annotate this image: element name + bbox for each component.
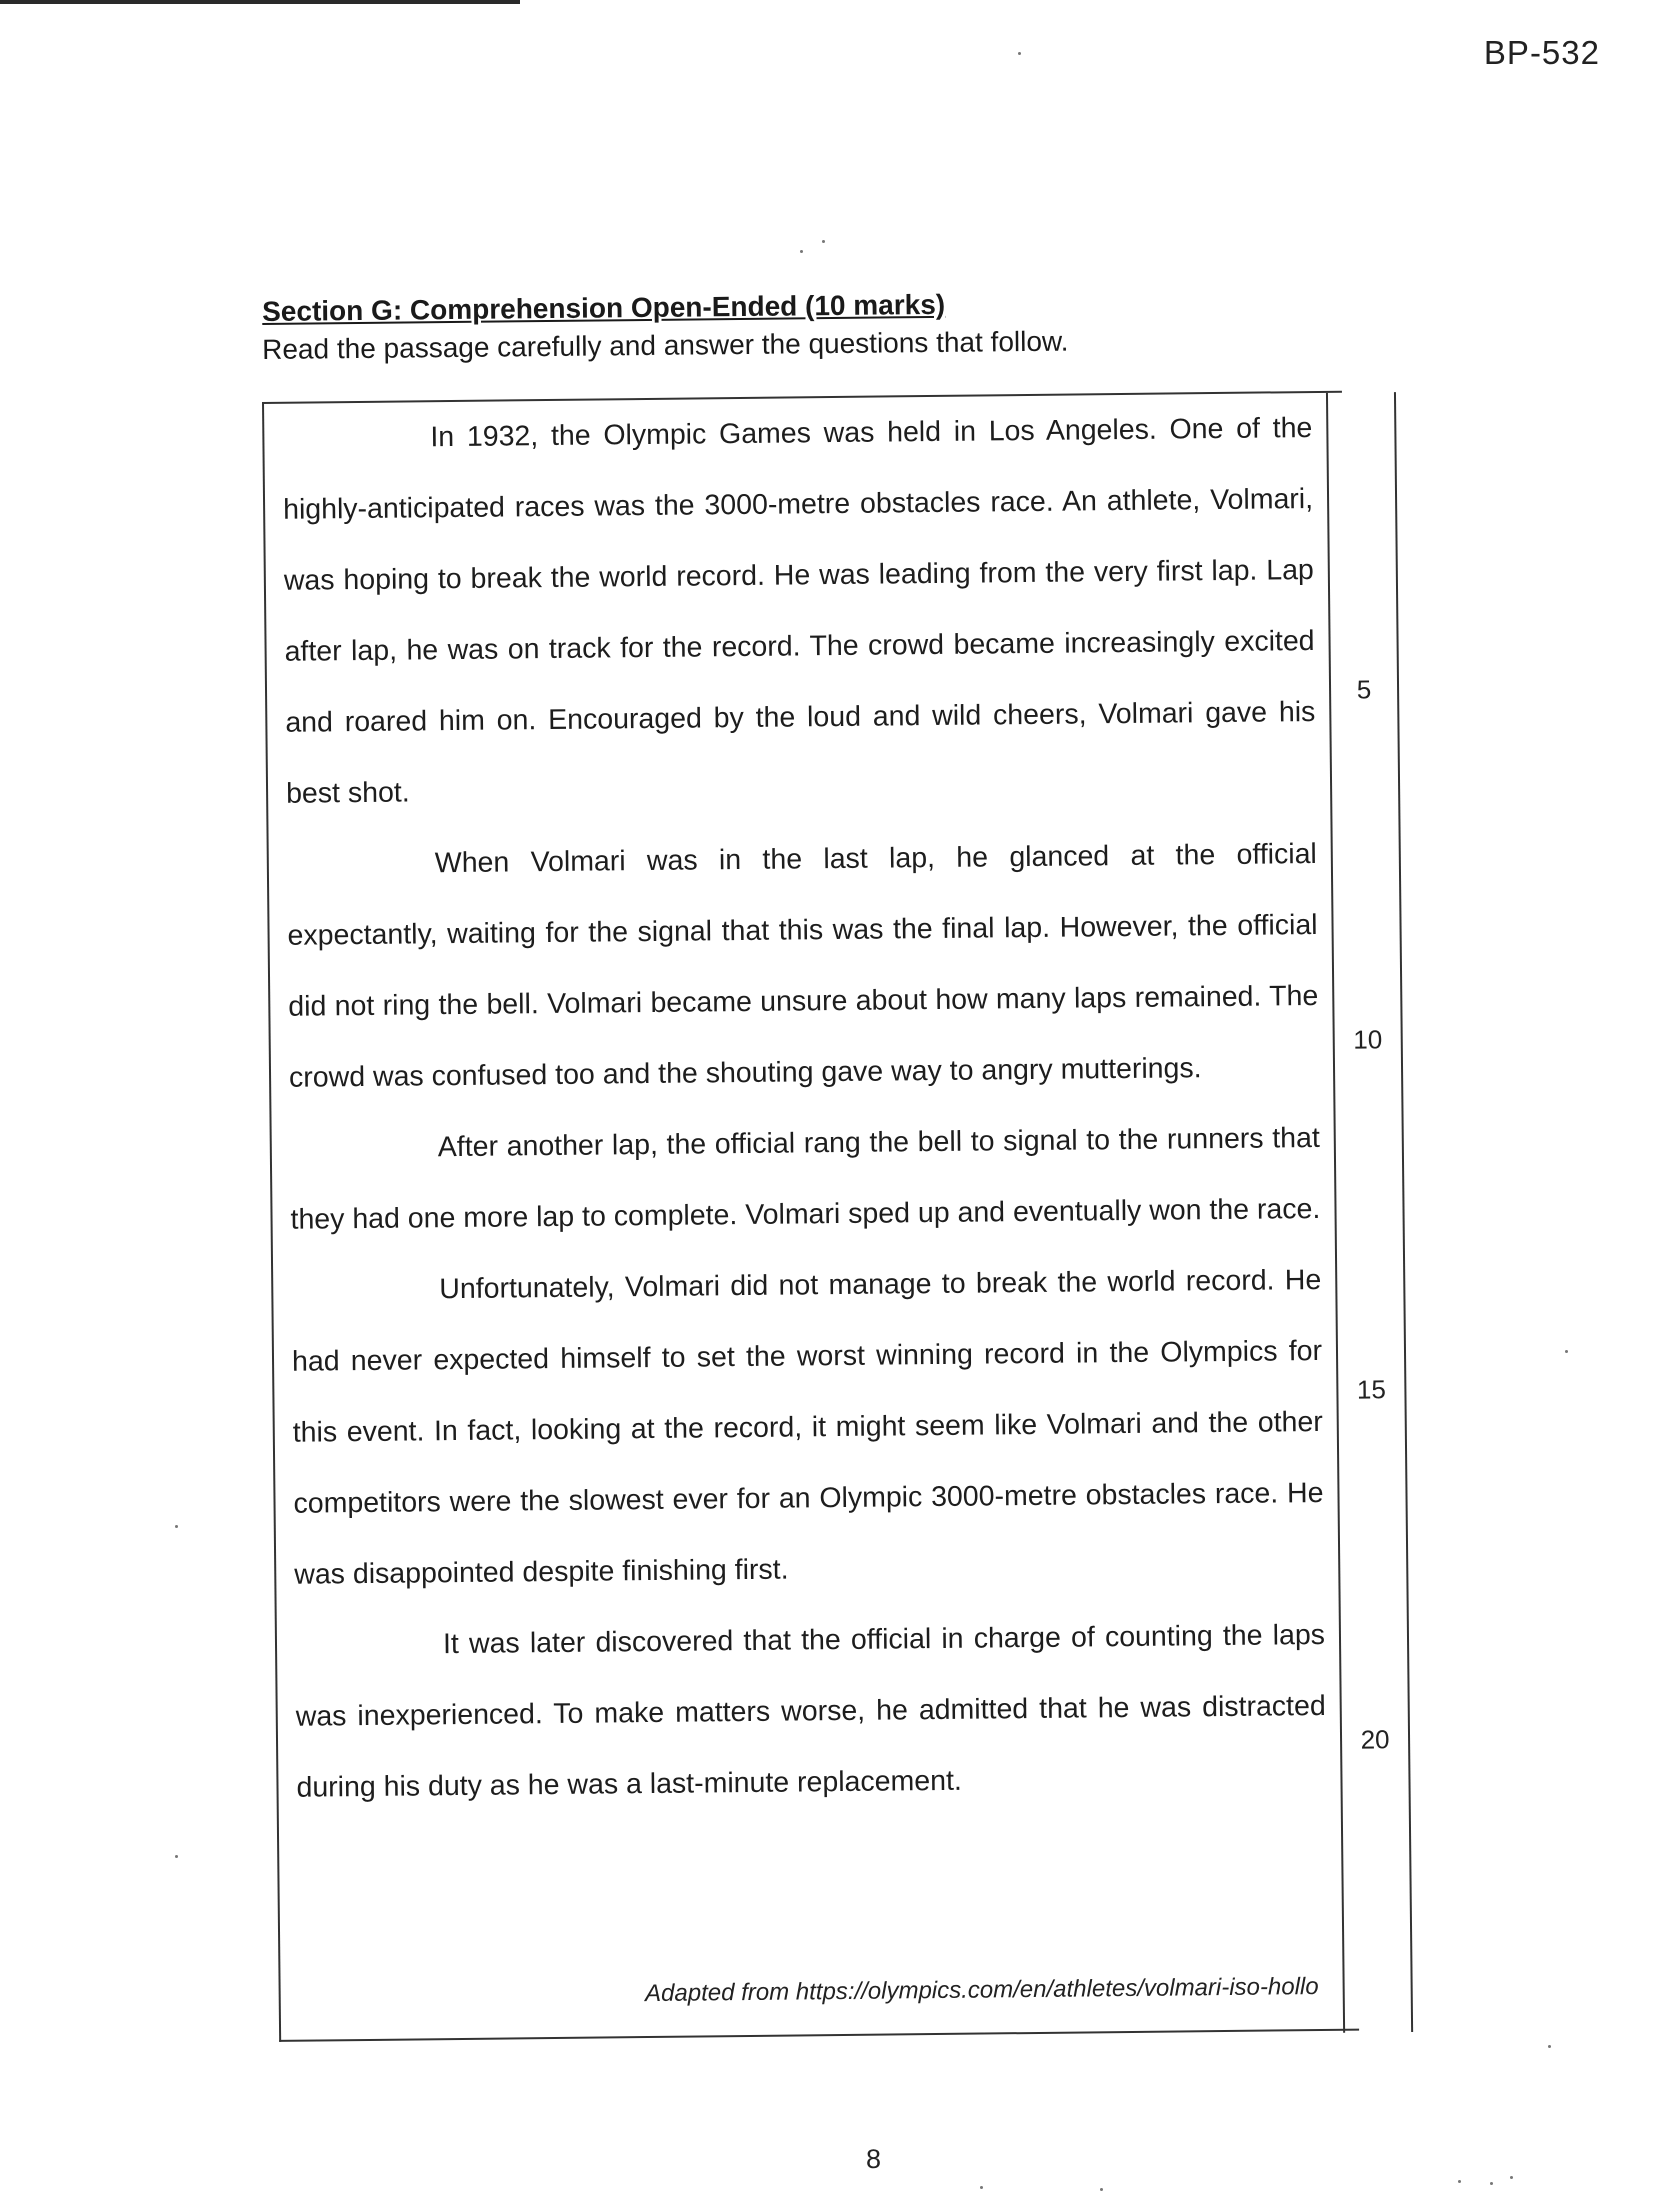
- document-code: BP-532: [1483, 34, 1600, 71]
- passage-paragraph-5: It was later discovered that the official in charge of counting the laps was inexperienced. To make matters worse, he admitted that he was distracted during his duty as he was a last-minute replacement.: [295, 1618, 1326, 1804]
- passage-text: [282, 393, 1327, 1824]
- passage-paragraph-4: Unfortunately, Volmari did not manage to break the world record. He had never expected himself to set the worst winning record in the Olympics for this event. In fact, looking at the record, it might seem like Volmari and the other competitors were the slowest ever for an Olympic 3000-metre obstacles race. He was disappointed despite finishing first.: [291, 1263, 1324, 1591]
- scan-speck: [175, 1525, 178, 1528]
- scan-speck: [980, 2186, 983, 2189]
- top-rule: [0, 0, 520, 4]
- page-number: 8: [866, 2144, 882, 2174]
- scan-speck: [1458, 2180, 1461, 2183]
- line-number-20: 20: [1360, 1724, 1390, 1755]
- line-number-5: 5: [1356, 674, 1372, 705]
- scan-speck: [1018, 52, 1021, 55]
- scan-speck: [1548, 2045, 1551, 2048]
- passage-box: [262, 391, 1390, 2042]
- scan-speck: [822, 240, 825, 243]
- section-instructions: Read the passage carefully and answer the questions that follow.: [262, 325, 1069, 365]
- scan-speck: [175, 1855, 178, 1858]
- scan-speck: [1100, 2188, 1103, 2191]
- passage-paragraph-2: When Volmari was in the last lap, he glanced at the official expectantly, waiting for the signal that this was the final lap. However, the official did not ring the bell. Volmari became unsure about how many laps remained. The crowd was confused too and the shouting gave way to angry mutterings.: [287, 837, 1319, 1094]
- line-number-15: 15: [1356, 1374, 1387, 1405]
- scan-speck: [1510, 2176, 1513, 2179]
- source-citation: Adapted from https://olympics.com/en/athletes/volmari-iso-hollo: [644, 1973, 1319, 2008]
- scan-speck: [800, 250, 803, 253]
- line-number-column: [1326, 392, 1413, 2033]
- scan-speck: [1565, 1350, 1568, 1353]
- passage-paragraph-1: In 1932, the Olympic Games was held in Los Angeles. One of the highly-anticipated races was the 3000-metre obstacles race. An athlete, Volmari, was hoping to break the world record. He was leading from the very first lap. Lap after lap, he was on track for the record. The crowd became increasingly excited and roared him on. Encouraged by the loud and wild cheers, Volmari gave his best shot.: [282, 412, 1316, 810]
- section-heading: Section G: Comprehension Open-Ended (10 marks): [262, 288, 946, 327]
- line-number-10: 10: [1353, 1024, 1383, 1055]
- passage-paragraph-3: After another lap, the official rang the bell to signal to the runners that they had one more lap to complete. Volmari sped up and eventually won the race.: [290, 1121, 1321, 1236]
- scan-speck: [1490, 2182, 1493, 2185]
